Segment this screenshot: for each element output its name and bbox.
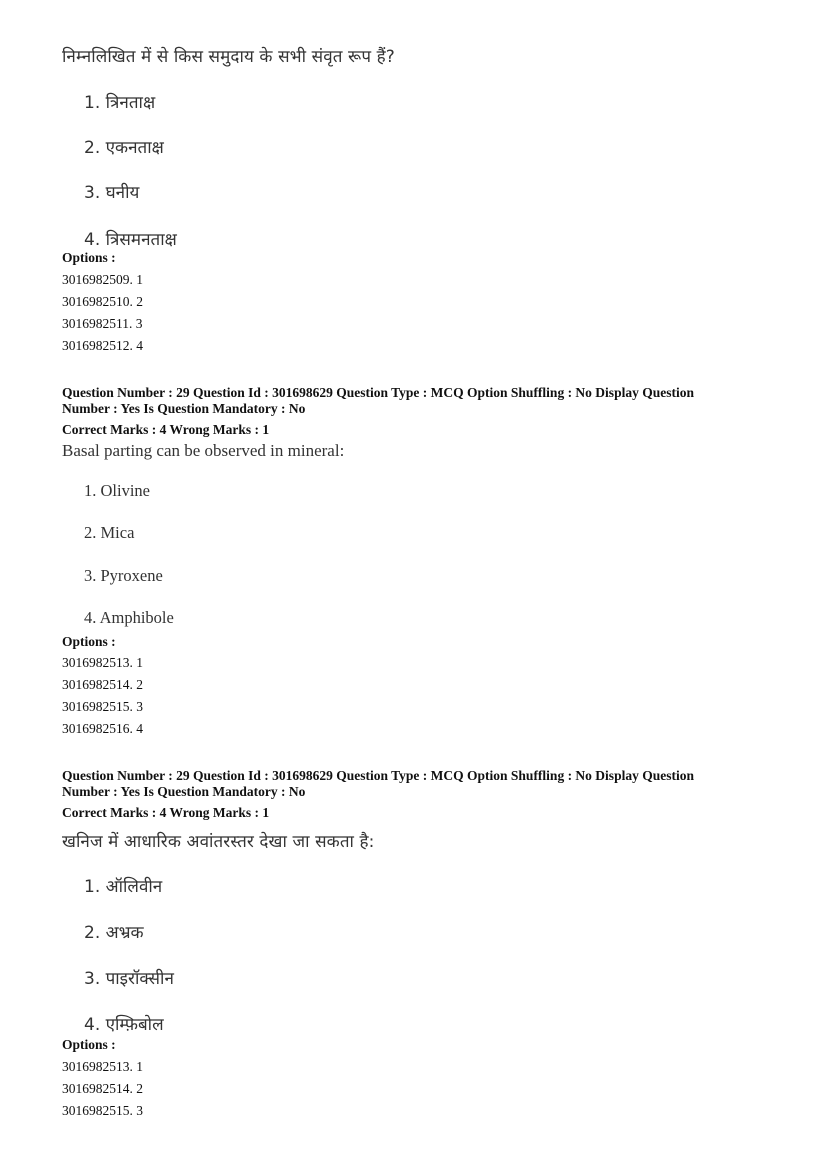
choice-1: 1. ऑलिवीन	[84, 877, 163, 897]
option-id: 3016982515. 3	[62, 699, 143, 714]
choice-4: 4. Amphibole	[84, 608, 174, 627]
options-label: Options :	[62, 1037, 116, 1052]
choice-4: 4. त्रिसमनताक्ष	[84, 230, 177, 250]
option-id: 3016982512. 4	[62, 338, 143, 353]
choice-1: 1. Olivine	[84, 481, 150, 500]
option-id: 3016982516. 4	[62, 721, 143, 736]
choice-2: 2. एकनताक्ष	[84, 138, 164, 158]
option-id: 3016982513. 1	[62, 1059, 143, 1074]
choice-2: 2. Mica	[84, 523, 135, 542]
option-id: 3016982509. 1	[62, 272, 143, 287]
question-text-hindi: खनिज में आधारिक अवांतरस्तर देखा जा सकता है:	[62, 832, 375, 852]
option-id: 3016982514. 2	[62, 677, 143, 692]
choice-3: 3. पाइरॉक्सीन	[84, 969, 174, 989]
option-id: 3016982515. 3	[62, 1103, 143, 1118]
option-id: 3016982513. 1	[62, 655, 143, 670]
choice-3: 3. घनीय	[84, 183, 140, 203]
options-label: Options :	[62, 250, 116, 265]
option-id: 3016982514. 2	[62, 1081, 143, 1096]
question-text-hindi: निम्नलिखित में से किस समुदाय के सभी संवृत रूप हैं?	[62, 47, 395, 67]
options-label: Options :	[62, 634, 116, 649]
choice-4: 4. एम्फ़िबोल	[84, 1015, 164, 1035]
question-meta-line: Question Number : 29 Question Id : 301698629 Question Type : MCQ Option Shuffling : No Display Question	[62, 385, 694, 400]
choice-2: 2. अभ्रक	[84, 923, 144, 943]
marks-line: Correct Marks : 4 Wrong Marks : 1	[62, 422, 270, 437]
option-id: 3016982510. 2	[62, 294, 143, 309]
option-id: 3016982511. 3	[62, 316, 143, 331]
question-meta-line: Question Number : 29 Question Id : 301698629 Question Type : MCQ Option Shuffling : No Display Question	[62, 768, 694, 783]
question-text-english: Basal parting can be observed in mineral:	[62, 441, 345, 460]
question-meta-line: Number : Yes Is Question Mandatory : No	[62, 401, 306, 416]
question-meta-line: Number : Yes Is Question Mandatory : No	[62, 784, 306, 799]
choice-1: 1. त्रिनताक्ष	[84, 93, 156, 113]
marks-line: Correct Marks : 4 Wrong Marks : 1	[62, 805, 270, 820]
question-meta	[62, 385, 762, 417]
question-meta	[62, 768, 762, 800]
choice-3: 3. Pyroxene	[84, 566, 163, 585]
